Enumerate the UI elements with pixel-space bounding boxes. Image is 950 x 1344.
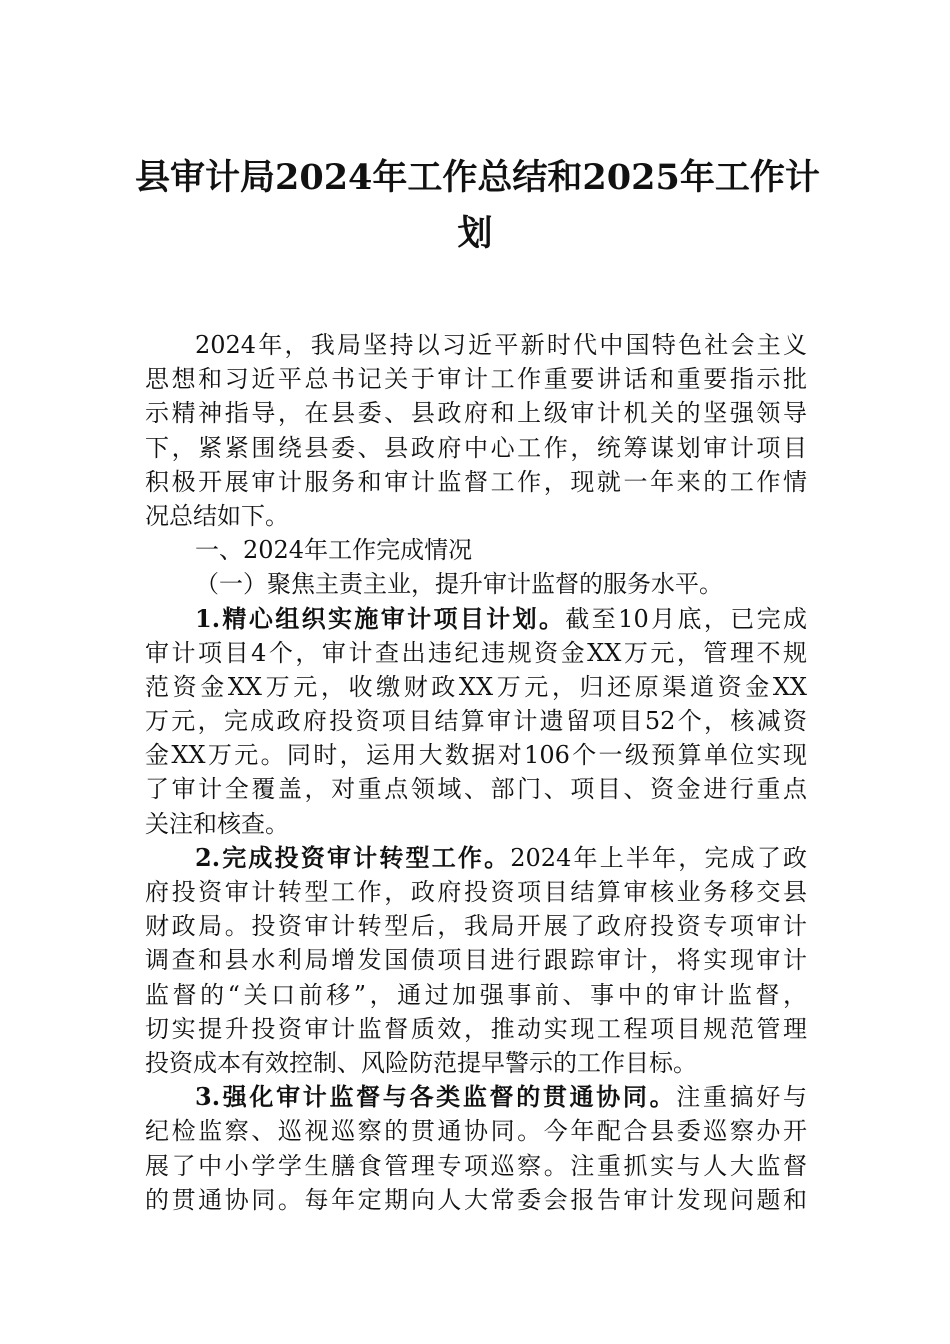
section-heading: 一、2024年工作完成情况 <box>195 536 473 565</box>
item-2-first-line <box>145 841 807 875</box>
item-2-line: 府投资审计转型工作，政府投资项目结算审核业务移交县 <box>145 878 807 906</box>
intro-line: 思想和习近平总书记关于审计工作重要讲话和重要指示批 <box>145 365 807 394</box>
item-2-line: 财政局。投资审计转型后，我局开展了政府投资专项审计 <box>145 912 807 941</box>
item-1-line: 金XX万元。同时，运用大数据对106个一级预算单位实现 <box>145 741 807 770</box>
item-1-line: 关注和核查。 <box>145 809 289 838</box>
item-1-line: 审计项目4个，审计查出违纪违规资金XX万元，管理不规 <box>145 638 807 667</box>
item-2-line: 切实提升投资审计监督质效，推动实现工程项目规范管理 <box>145 1014 807 1043</box>
item-2-first-line-rest: 2024年上半年，完成了政 <box>510 843 807 872</box>
item-1-line: 了审计全覆盖，对重点领域、部门、项目、资金进行重点 <box>145 775 807 804</box>
item-3-lead: 3.强化审计监督与各类监督的贯通协同。 <box>195 1082 677 1112</box>
title-line: 县审计局2024年工作总结和2025年工作计 <box>135 157 820 198</box>
item-2-lead: 2.完成投资审计转型工作。 <box>195 842 511 872</box>
intro-line: 况总结如下。 <box>145 501 289 530</box>
intro-line: 示精神指导，在县委、县政府和上级审计机关的坚强领导 <box>145 399 807 428</box>
document-title <box>135 150 820 262</box>
item-3-line: 展了中小学学生膳食管理专项巡察。注重抓实与人大监督 <box>145 1151 807 1180</box>
item-3-first-line-rest: 注重搞好与 <box>676 1083 807 1112</box>
intro-line: 积极开展审计服务和审计监督工作，现就一年来的工作情 <box>145 467 807 496</box>
intro-line: 下，紧紧围绕县委、县政府中心工作，统筹谋划审计项目 <box>145 433 807 462</box>
item-3-first-line <box>145 1080 807 1114</box>
item-1-line: 万元，完成政府投资项目结算审计遗留项目52个，核减资 <box>145 707 807 736</box>
document-body <box>145 328 807 1217</box>
item-2-line: 监督的“关口前移”，通过加强事前、事中的审计监督， <box>145 980 807 1009</box>
item-1-lead: 1.精心组织实施审计项目计划。 <box>195 603 566 633</box>
item-1-first-line-rest: 截至10月底，已完成 <box>565 604 807 633</box>
title-line: 划 <box>457 213 493 254</box>
item-3-line: 的贯通协同。每年定期向人大常委会报告审计发现问题和 <box>145 1185 807 1214</box>
item-1-first-line <box>145 602 807 636</box>
item-2-line: 调查和县水利局增发国债项目进行跟踪审计，将实现审计 <box>145 946 807 975</box>
item-1-line: 范资金XX万元，收缴财政XX万元，归还原渠道资金XX <box>145 672 807 701</box>
intro-line: 2024年，我局坚持以习近平新时代中国特色社会主义 <box>195 331 807 359</box>
subsection-heading: （一）聚焦主责主业，提升审计监督的服务水平。 <box>195 570 723 599</box>
item-2-line: 投资成本有效控制、风险防范提早警示的工作目标。 <box>145 1048 697 1077</box>
item-3-line: 纪检监察、巡视巡察的贯通协同。今年配合县委巡察办开 <box>145 1117 807 1146</box>
